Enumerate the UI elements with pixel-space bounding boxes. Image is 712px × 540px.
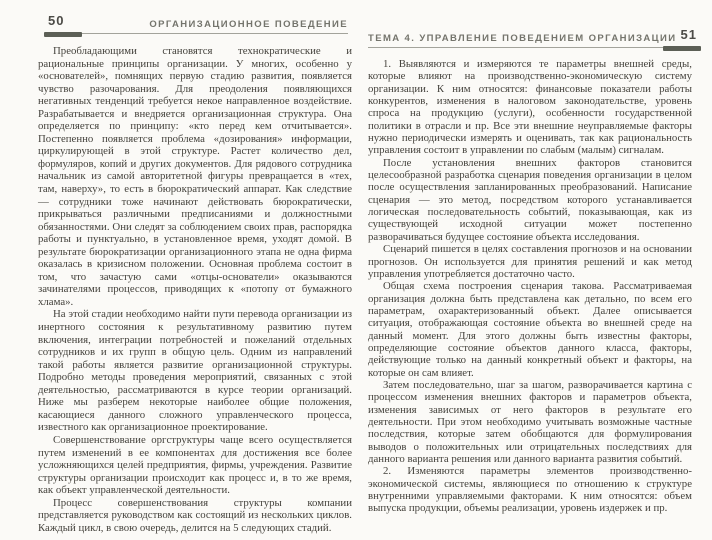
- left-page-number-bar: [44, 32, 82, 37]
- paragraph: Сценарий пишется в целях составления прогнозов и на основании прогнозов. Он используется для принятия решений и как метод управления употребляется достаточно часто.: [368, 243, 692, 280]
- left-page-body: [38, 45, 352, 534]
- right-page-header: [368, 26, 697, 48]
- left-page-number-block: [44, 12, 68, 30]
- right-page: [356, 0, 712, 540]
- paragraph: 2. Изменяются параметры элементов производственно-экономической системы, являющиеся по отношению к структуре внутренними управляемыми факторами. К ним относятся: объем выпуска продукции, объемы реализации, уровень издержек и пр.: [368, 465, 692, 515]
- left-running-title: ОРГАНИЗАЦИОННОЕ ПОВЕДЕНИЕ: [149, 19, 348, 30]
- paragraph: Процесс совершенствования структуры компании представляется руководством как состоящий из нескольких циклов. Каждый цикл, в свою очередь, делится на 5 следующих стадий.: [38, 496, 352, 534]
- right-running-title: ТЕМА 4. УПРАВЛЕНИЕ ПОВЕДЕНИЕМ ОРГАНИЗАЦИИ: [368, 33, 677, 44]
- right-page-number-block: [676, 26, 700, 44]
- paragraph: Преобладающими становятся технократические и рациональные принципы организации. У многих, особенно у «основателей», помнящих первую стадию развития, появляется чувство разочарования. Для преодоления появляющихся негативных тенденций требуется некое направленное воздействие. Разрабатывается и внедряется организационная структура. Она определяется по принципу: «кто перед кем отчитывается». Постепенно появляется проблема «дозирования» информации, циркулирующей в этой структуре. Растет количество дел, формуляров, копий и других документов. Для рядового сотрудника начальник из самой авторитетной фигуры превращается в «тех, там, наверху», то есть в бюрократический аппарат. Как следствие — сотрудники тоже начинают действовать бюрократически, прикрываться различными предписаниями и должностными обязанностями. Они следят за соблюдением своих прав, распорядка работы и пунктуально, в установленное время, уходят домой. В результате бюрократизации организационного этапа не одна фирма оказалась в кризисном положении. Основная проблема состоит в том, что зачастую сами «отцы-основатели» оказываются зачинателями процессов, приводящих к «потопу от бумажного хлама».: [38, 45, 352, 308]
- right-page-number: 51: [680, 27, 697, 42]
- right-page-number-bar: [663, 46, 701, 51]
- paragraph: Общая схема построения сценария такова. Рассматриваемая организация должна быть представлена как детально, по всем его параметрам, охарактеризованный объект. Далее описывается ситуация, отображающая состояние объекта во внешней среде на данный момент. Для этого должны быть известны факторы, определяющие состояние объектов данного класса, факторы, действующие только на данный конкретный объект и факторы, на которые он сам влияет.: [368, 280, 692, 379]
- right-page-body: [368, 58, 692, 515]
- left-page-number: 50: [48, 13, 65, 28]
- paragraph: Совершенствование оргструктуры чаще всего осуществляется путем изменений в ее компонентах для достижения все более усложняющихся целей предприятия, фирмы, учреждения. Развитие структуры организации происходит как процесс и, в то же время, как объект управленческой деятельности.: [38, 433, 352, 497]
- paragraph: На этой стадии необходимо найти пути перевода организации из инертного состояния к результативному развитию путем включения, интеграции потребностей и пожеланий отдельных сотрудников и их групп в общую цель. Одним из направлений такой работы является развитие организационной структуры. Подробно методы проведения мероприятий, связанных с этой деятельностью, рассматриваются в курсе теории организаций. Ниже мы разберем некоторые наиболее общие положения, касающиеся данного сложного управленческого процесса, известного как организационное проектирование.: [38, 308, 352, 434]
- paragraph: Затем последовательно, шаг за шагом, разворачивается картина с процессом изменения внешних факторов и параметров объекта, изменения зависимых от него факторов в результате его деятельности. При этом необходимо учитывать возможные частные последствия, которые затем обобщаются для формулирования выводов о положительных или отрицательных последствиях для данного варианта решения или данного варианта развития событий.: [368, 378, 692, 465]
- paragraph: 1. Выявляются и измеряются те параметры внешней среды, которые влияют на производственно-экономическую систему организации. К ним относятся: финансовые показатели работы конкурентов, изменения в налоговом законодательстве, уровень спроса на продукцию (услуги), особенности государственной политики в отрасли и пр. Все эти внешние неуправляемые факторы нужно периодически измерять и оценивать, так как рациональность управления состоит в управлении по слабым (малым) сигналам.: [368, 58, 692, 157]
- paragraph: После установления внешних факторов становится целесообразной разработка сценария поведения организации в целом после осуществления запланированных преобразований. Написание сценария — это метод, посредством которого устанавливается логическая последовательность событий, показывающая, как из существующей исходной ситуации может постепенно разворачиваться будущее состояние объекта исследования.: [368, 156, 692, 243]
- left-page-header: [44, 12, 348, 34]
